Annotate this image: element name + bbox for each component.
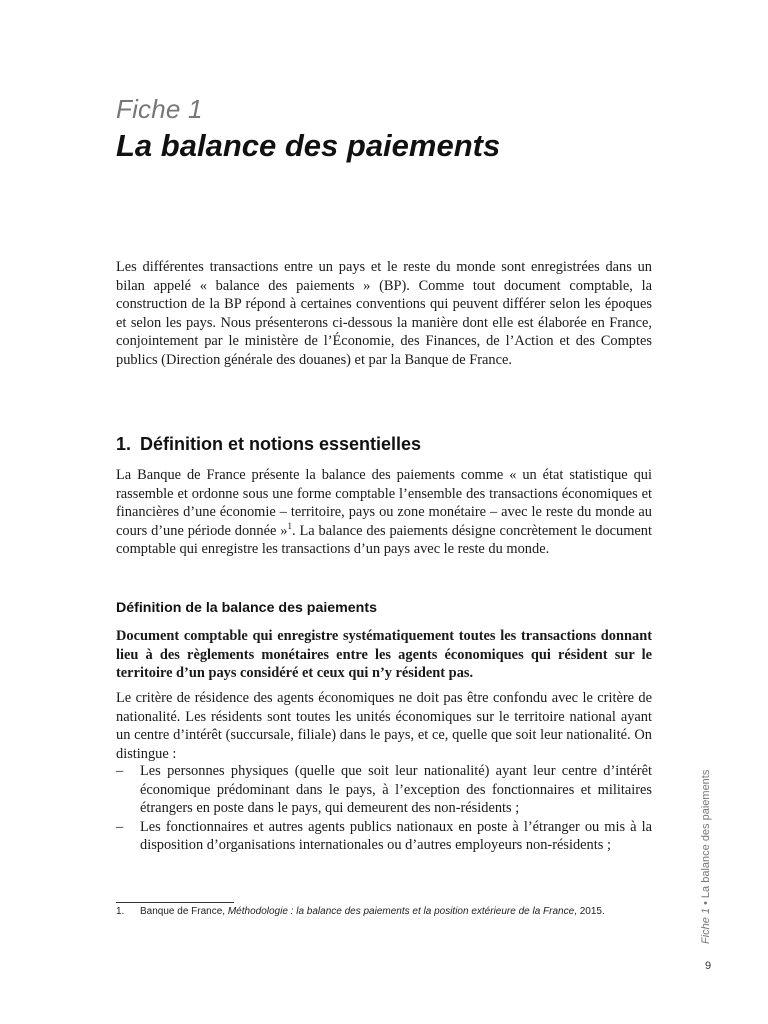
definition-bold-text: Document comptable qui enregistre systématiquement toutes les transactions donnant lieu à des règlements monétaires entre les agents économiques qui résident sur le territoire d’un pays considéré et ceux qui n’y résident pas. (116, 628, 652, 682)
list-item (116, 818, 652, 855)
footnote-suffix: , 2015. (574, 906, 605, 917)
fiche-label: Fiche 1 (116, 94, 203, 124)
footnote-reference[interactable]: 1 (287, 520, 292, 531)
page-title: La balance des paiements (116, 128, 501, 163)
section-heading (116, 434, 421, 455)
footnote-divider (116, 902, 234, 903)
margin-separator: • (700, 901, 712, 905)
footnote-prefix: Banque de France, (140, 906, 228, 917)
list-dash: – (116, 763, 124, 779)
intro-paragraph: Les différentes transactions entre un pays et le reste du monde sont enregistrées dans un bilan appelé « balance des paiements » (BP). Comme tout document comptable, la construction de la BP répond à certaines conventions qui peuvent différer selon les époques et selon les pays. Nous présenterons ci-dessous la manière dont elle est élaborée en France, conjointement par le ministère de l’Économie, des Finances, de l’Action et des Comptes publics (Direction générale des douanes) et par la Banque de France. (116, 259, 652, 368)
section-paragraph-end: . La balance des paiements désigne concrètement le document comptable qui enregistre les transactions d’un pays avec le reste du monde. (116, 522, 652, 558)
footnote-source-title: Méthodologie : la balance des paiements et la position extérieure de la France (227, 906, 575, 917)
list-item (116, 762, 652, 818)
footnote-number: 1. (116, 906, 125, 917)
page-number: 9 (705, 960, 712, 972)
resident-list (116, 762, 652, 855)
footnote (116, 906, 676, 917)
list-item-text: Les personnes physiques (quelle que soit leur nationalité) ayant leur centre d’intérêt économique prédominant dans le pays, à l’exception des fonctionnaires et militaires étrangers en poste dans le pays, qui demeurent des non-résidents ; (140, 763, 652, 817)
section-paragraph (116, 466, 652, 559)
definition-heading: Définition de la balance des paiements (116, 600, 377, 616)
criteria-paragraph: Le critère de résidence des agents économiques ne doit pas être confondu avec le critère de nationalité. Les résidents sont toutes les unités économiques sur le territoire national ayant un centre d’intérêt (succursale, filiale) dans le pays, et ce, quelle que soit leur nationalité. On distingue : (116, 690, 652, 762)
list-dash: – (116, 818, 124, 835)
section-paragraph-main: La Banque de France présente la balance des paiements comme « un état statistique qui rassemble et ordonne sous une forme comptable l’ensemble des transactions économiques et financières d’une économie – territoire, pays ou zone monétaire – avec le reste du monde au cours d’une période donnée » (116, 467, 652, 539)
margin-title: La balance des paiements (700, 769, 712, 899)
margin-running-title (700, 770, 712, 944)
section-title: Définition et notions essentielles (140, 434, 422, 454)
section-number: 1. (116, 434, 132, 454)
margin-fiche: Fiche 1 (700, 907, 712, 944)
list-item-text: Les fonctionnaires et autres agents publics nationaux en poste à l’étranger ou mis à la disposition d’organisations internationales ou d’autres employeurs non-résidents ; (140, 818, 652, 854)
